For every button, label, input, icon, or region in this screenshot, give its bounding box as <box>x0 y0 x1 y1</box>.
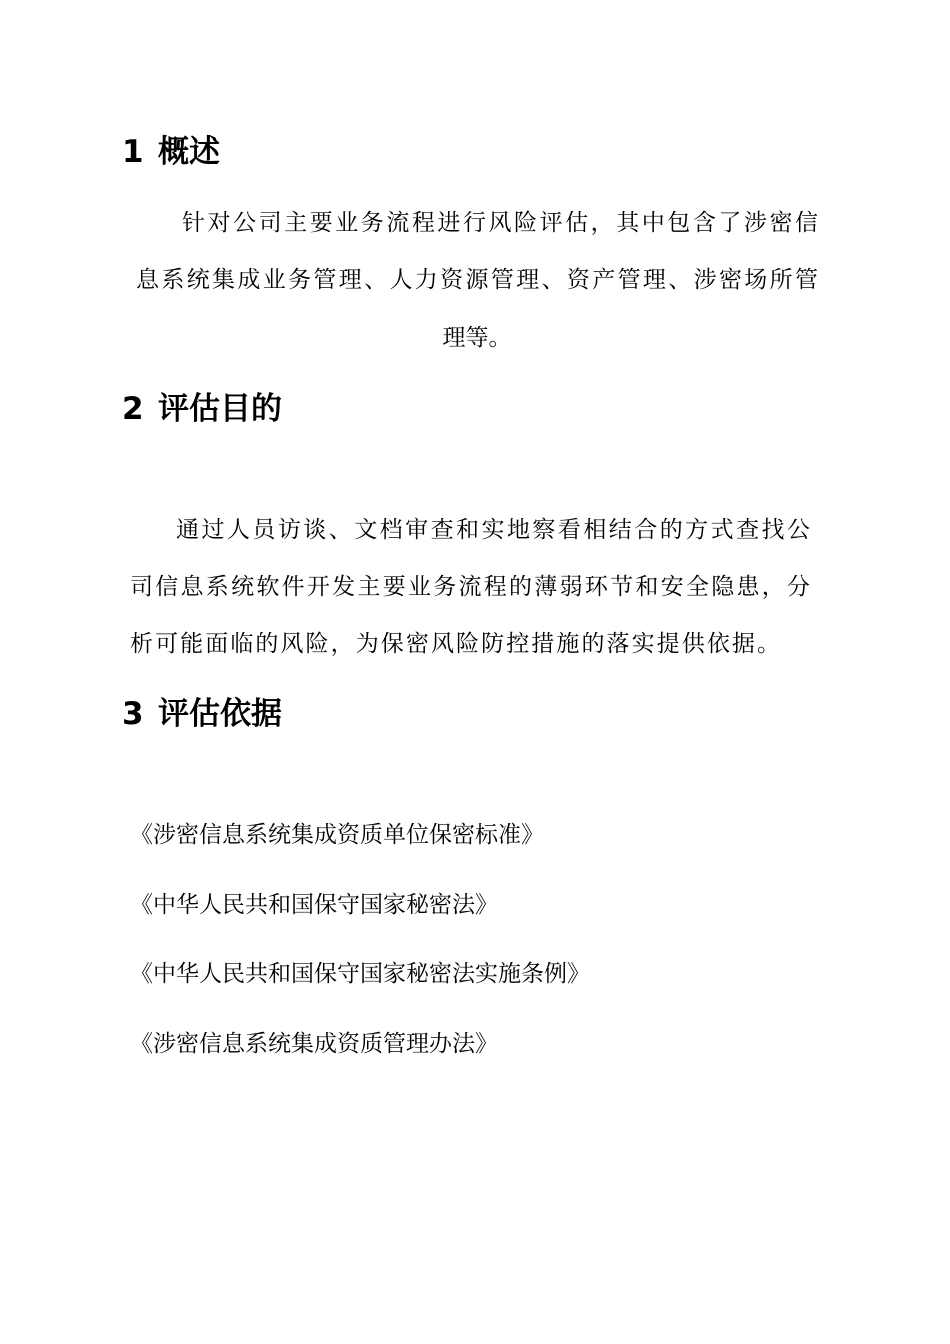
section-number: 1 <box>122 134 144 170</box>
section-heading-purpose <box>122 387 282 431</box>
paragraph-line: 析可能面临的风险，为保密风险防控措施的落实提供依据。 <box>130 631 780 657</box>
paragraph-line: 司信息系统软件开发主要业务流程的薄弱环节和安全隐患，分 <box>130 574 810 600</box>
section-number: 3 <box>122 696 144 732</box>
paragraph-line: 理等。 <box>442 325 512 351</box>
section-heading-overview <box>122 130 220 174</box>
section-heading-basis <box>122 692 282 736</box>
reference-item: 《涉密信息系统集成资质单位保密标准》 <box>130 822 544 848</box>
section-title: 评估目的 <box>158 391 282 427</box>
paragraph-line: 通过人员访谈、文档审查和实地察看相结合的方式查找公 <box>176 517 810 543</box>
reference-item: 《中华人民共和国保守国家秘密法》 <box>130 892 498 918</box>
section-number: 2 <box>122 391 144 427</box>
section-title: 概述 <box>158 134 220 170</box>
paragraph-line: 息系统集成业务管理、人力资源管理、资产管理、涉密场所管 <box>136 267 818 293</box>
section-title: 评估依据 <box>158 696 282 732</box>
paragraph-line: 针对公司主要业务流程进行风险评估，其中包含了涉密信 <box>182 210 818 236</box>
reference-item: 《中华人民共和国保守国家秘密法实施条例》 <box>130 961 590 987</box>
reference-item: 《涉密信息系统集成资质管理办法》 <box>130 1031 498 1057</box>
